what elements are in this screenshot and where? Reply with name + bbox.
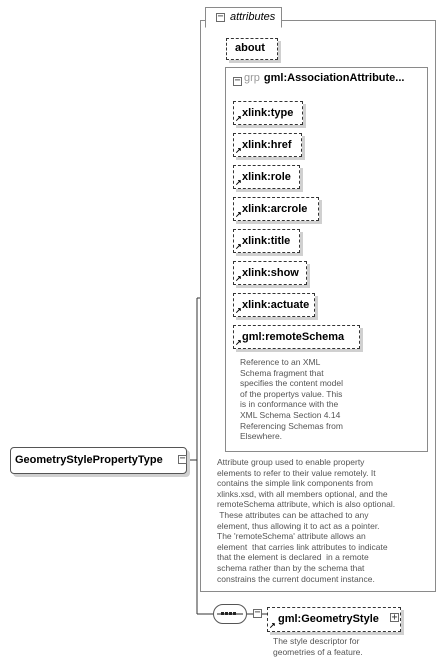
description-line: element, thus allowing it to act as a pointer. bbox=[217, 520, 380, 531]
reference-arrow-icon: ↗ bbox=[235, 146, 242, 155]
description-line: Schema fragment that bbox=[240, 367, 324, 378]
group-item-label: xlink:title bbox=[242, 235, 291, 247]
description-line: XML Schema Section 4.14 bbox=[240, 409, 341, 420]
group-item[interactable] bbox=[233, 197, 319, 221]
remote-schema-description bbox=[240, 357, 343, 442]
group-item-label: xlink:role bbox=[242, 171, 291, 183]
root-type-name: GeometryStylePropertyType bbox=[15, 454, 163, 466]
collapse-icon[interactable]: − bbox=[217, 11, 224, 22]
group-item[interactable] bbox=[233, 229, 300, 253]
group-item-label: xlink:actuate bbox=[242, 299, 310, 311]
group-item[interactable] bbox=[233, 133, 302, 157]
reference-arrow-icon: ↗ bbox=[235, 338, 242, 347]
reference-arrow-icon: ↗ bbox=[269, 621, 276, 630]
description-line: contains the simple link components from bbox=[217, 478, 373, 489]
description-line: specifies the content model bbox=[240, 378, 344, 389]
group-item[interactable] bbox=[233, 293, 315, 317]
sequence-collapse-icon[interactable]: − bbox=[254, 607, 261, 618]
reference-arrow-icon: ↗ bbox=[235, 114, 242, 123]
description-line: The style descriptor for bbox=[273, 636, 360, 646]
element-description bbox=[273, 636, 363, 657]
description-line: geometries of a feature. bbox=[273, 646, 363, 657]
element-geometry-style[interactable] bbox=[267, 607, 401, 632]
group-item-label: xlink:arcrole bbox=[242, 203, 308, 215]
group-item-label: xlink:href bbox=[242, 139, 292, 151]
description-line: schema rather than by the schema that bbox=[217, 562, 365, 573]
group-item[interactable] bbox=[233, 165, 300, 189]
sequence-compositor[interactable] bbox=[213, 604, 247, 624]
group-keyword: grp bbox=[244, 72, 260, 84]
description-line: Referencing Schemas from bbox=[240, 420, 343, 431]
description-line: elements to refer to their value remotely. It bbox=[217, 467, 376, 478]
description-line: The 'remoteSchema' attribute allows an bbox=[217, 531, 366, 542]
group-item-label: xlink:show bbox=[242, 267, 299, 279]
description-line: Elsewhere. bbox=[240, 431, 283, 442]
root-complex-type[interactable] bbox=[10, 447, 187, 474]
root-collapse-icon[interactable]: − bbox=[179, 453, 186, 464]
description-line: of the propertys value. This bbox=[240, 388, 343, 399]
group-item[interactable] bbox=[233, 101, 303, 125]
attribute-about[interactable] bbox=[226, 38, 278, 60]
description-line: These attributes can be attached to any bbox=[217, 509, 369, 520]
group-item-label: xlink:type bbox=[242, 107, 294, 119]
description-line: that the element is declared in a remote bbox=[217, 552, 369, 563]
reference-arrow-icon: ↗ bbox=[235, 306, 242, 315]
description-line: element that carries link attributes to indicate bbox=[217, 541, 388, 552]
attributes-title: attributes bbox=[230, 11, 276, 23]
description-line: Reference to an XML bbox=[240, 357, 321, 367]
reference-arrow-icon: ↗ bbox=[235, 210, 242, 219]
description-line: Attribute group used to enable property bbox=[217, 457, 365, 467]
group-item-label: gml:remoteSchema bbox=[242, 331, 345, 343]
attribute-group-header bbox=[230, 72, 404, 84]
description-line: remoteSchema attribute, which is also optional. bbox=[217, 499, 396, 510]
expand-icon[interactable]: + bbox=[391, 612, 398, 623]
group-item[interactable] bbox=[233, 325, 360, 349]
reference-arrow-icon: ↗ bbox=[235, 242, 242, 251]
group-collapse-icon[interactable]: − bbox=[234, 75, 241, 86]
group-name[interactable]: gml:AssociationAttribute... bbox=[263, 72, 405, 84]
description-line: xlinks.xsd, with all members optional, and the bbox=[217, 488, 388, 499]
reference-arrow-icon: ↗ bbox=[235, 178, 242, 187]
group-item[interactable] bbox=[233, 261, 307, 285]
element-name: gml:GeometryStyle bbox=[278, 613, 379, 625]
group-description bbox=[217, 457, 395, 584]
reference-arrow-icon: ↗ bbox=[235, 274, 242, 283]
description-line: is in conformance with the bbox=[240, 399, 339, 410]
description-line: constrains the current document instance. bbox=[217, 573, 375, 584]
attribute-about-label: about bbox=[235, 42, 265, 54]
